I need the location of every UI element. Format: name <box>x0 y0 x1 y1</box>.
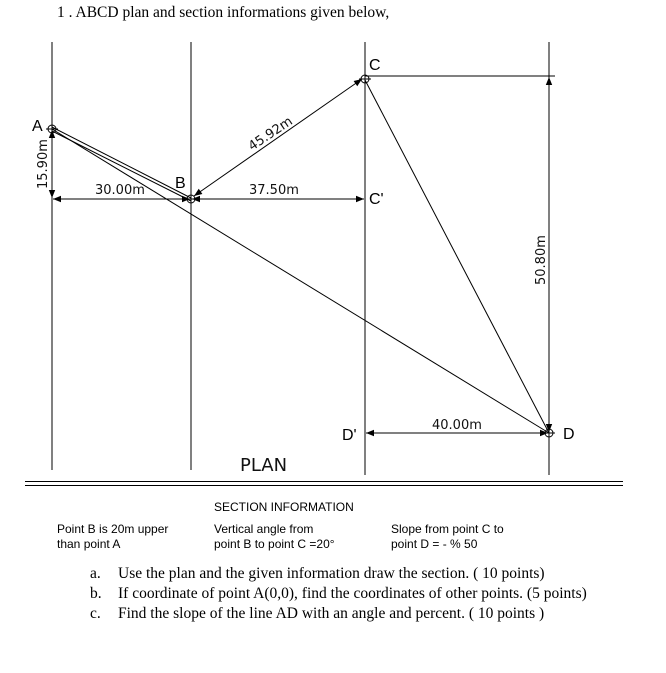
question-a-text: Use the plan and the given information draw the section. ( 10 points) <box>118 565 545 582</box>
dimension-text-c-d-vertical: 50.80m <box>534 235 549 285</box>
question-a-marker: a. <box>90 565 101 582</box>
note-point-b-line2: than point A <box>57 537 121 551</box>
note-point-b <box>57 522 168 552</box>
line-a-d <box>52 129 549 433</box>
note-vertical-angle-line2: point B to point C =20° <box>214 537 335 551</box>
note-slope <box>391 522 504 552</box>
question-c-marker: c. <box>90 605 101 622</box>
dimension-text-b-c: 45.92m <box>245 113 296 155</box>
question-b-text: If coordinate of point A(0,0), find the coordinates of other points. (5 points) <box>118 585 587 602</box>
dimension-text-b-c-prime: 37.50m <box>249 183 299 198</box>
question-b <box>90 585 587 603</box>
note-slope-line2: point D = - % 50 <box>391 537 478 551</box>
note-vertical-angle <box>214 522 335 552</box>
dimension-text-d-prime-d: 40.00m <box>432 418 482 433</box>
note-point-b-line1: Point B is 20m upper <box>57 522 169 536</box>
point-label-b: B <box>175 175 186 192</box>
point-label-a: A <box>32 118 43 135</box>
question-c-text: Find the slope of the line AD with an angle and percent. ( 10 points ) <box>118 605 545 622</box>
point-label-c-prime: C' <box>369 191 384 208</box>
line-c-d <box>365 80 549 433</box>
note-vertical-angle-line1: Vertical angle from <box>214 522 314 536</box>
separator-line <box>25 481 623 482</box>
point-label-c: C <box>369 57 381 74</box>
separator-line-lower <box>25 485 623 486</box>
point-d-marker <box>543 427 555 439</box>
question-c <box>90 605 544 623</box>
plan-label: PLAN <box>240 455 288 476</box>
point-label-d-prime: D' <box>342 427 357 444</box>
question-a <box>90 565 545 583</box>
point-label-d: D <box>563 426 575 443</box>
dimension-text-a-height: 15.90m <box>36 139 51 189</box>
section-heading: SECTION INFORMATION <box>214 500 354 514</box>
question-b-marker: b. <box>90 585 102 602</box>
note-slope-line1: Slope from point C to <box>391 522 504 536</box>
problem-title: 1 . ABCD plan and section informations given below, <box>57 4 390 21</box>
dimension-text-a-b: 30.00m <box>95 183 145 198</box>
